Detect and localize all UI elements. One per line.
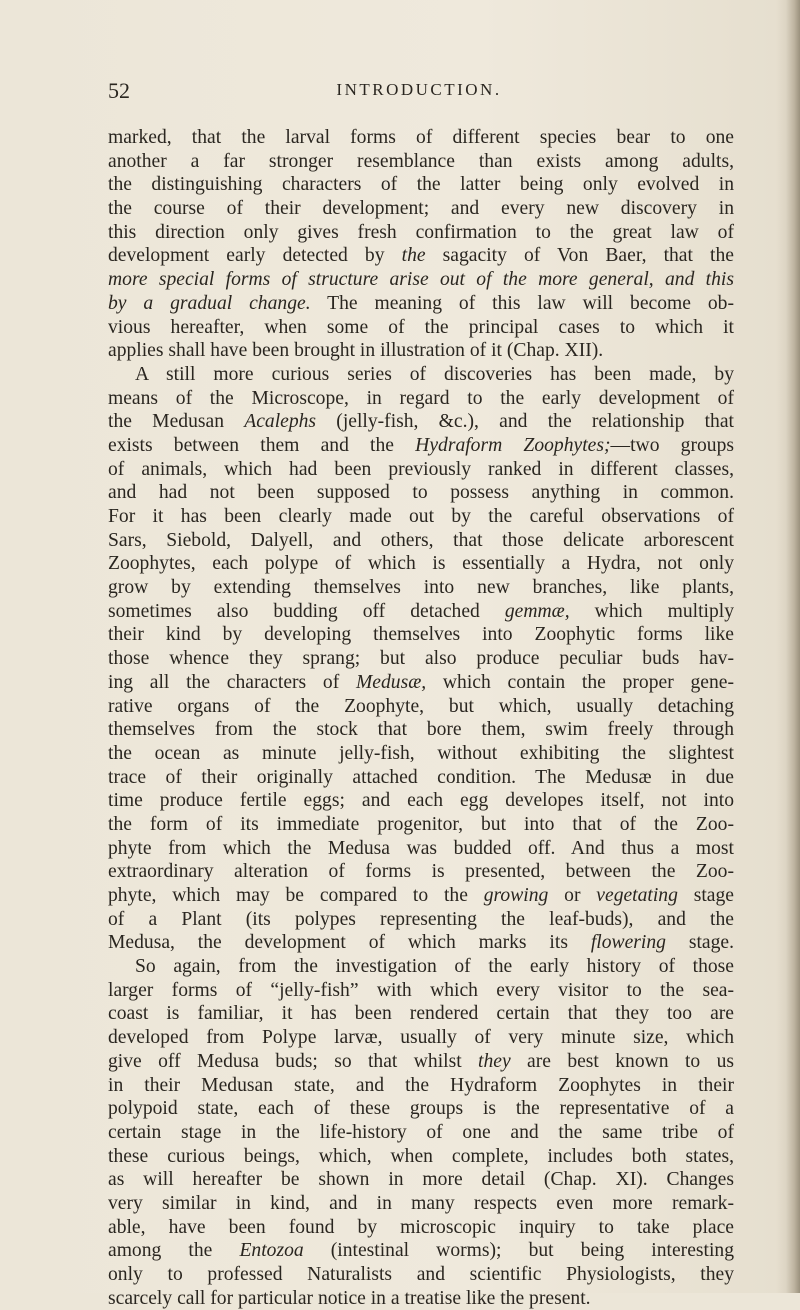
text-line: the course of their development; and every new discovery in xyxy=(108,198,734,220)
text-line: of a Plant (its polypes representing the leaf-buds), and the xyxy=(108,908,734,930)
text-line: as will hereafter be shown in more detail (Chap. XI). Changes xyxy=(108,1169,734,1191)
text-line: larger forms of “jelly-fish” with which every visitor to the sea- xyxy=(108,979,734,1001)
text-line: A still more curious series of discoveries has been made, by xyxy=(135,363,734,385)
text-line: of animals, which had been previously ranked in different classes, xyxy=(108,458,734,480)
text-line: the ocean as minute jelly-fish, without exhibiting the slightest xyxy=(108,742,734,764)
text-line: phyte, which may be compared to the growing or vegetating stage xyxy=(108,885,734,906)
text-line: Sars, Siebold, Dalyell, and others, that those delicate arborescent xyxy=(108,529,734,551)
text-line: themselves from the stock that bore them, swim freely through xyxy=(108,719,734,741)
italic-phrase: they xyxy=(478,1050,511,1072)
text-line: development early detected by the sagacity of Von Baer, that the xyxy=(108,245,734,267)
text-line: coast is familiar, it has been rendered certain that they too are xyxy=(108,1003,734,1025)
text-line: Medusa, the development of which marks its flowering stage. xyxy=(108,932,734,954)
text-line: give off Medusa buds; so that whilst they are best known to us xyxy=(108,1050,734,1072)
italic-phrase: Hydraform Zoophytes; xyxy=(415,434,611,456)
text-line: in their Medusan state, and the Hydraform Zoophytes in their xyxy=(108,1074,734,1096)
text-line: grow by extending themselves into new branches, like plants, xyxy=(108,577,734,599)
text-line: Zoophytes, each polype of which is essentially a Hydra, not only xyxy=(108,553,734,575)
text-line: developed from Polype larvæ, usually of very minute size, which xyxy=(108,1027,734,1049)
text-line: the distinguishing characters of the latter being only evolved in xyxy=(108,174,734,196)
text-line: For it has been clearly made out by the careful observations of xyxy=(108,506,734,527)
text-line: these curious beings, which, when complete, includes both states, xyxy=(108,1145,734,1167)
page-header xyxy=(108,78,730,108)
text-line: marked, that the larval forms of different species bear to one xyxy=(108,127,734,148)
text-line: only to professed Naturalists and scientific Physiologists, they xyxy=(108,1264,734,1285)
text-line: and had not been supposed to possess anything in common. xyxy=(108,482,734,504)
italic-phrase: Entozoa xyxy=(239,1240,304,1262)
text-line: extraordinary alteration of forms is presented, between the Zoo- xyxy=(108,861,734,883)
text-line: very similar in kind, and in many respects even more remark- xyxy=(108,1192,734,1214)
page-number: 52 xyxy=(108,78,130,103)
text-line: time produce fertile eggs; and each egg developes itself, not into xyxy=(108,790,734,812)
text-line: trace of their originally attached condition. The Medusæ in due xyxy=(108,766,734,788)
text-line: the Medusan Acalephs (jelly-fish, &c.), and the relationship that xyxy=(108,411,734,433)
italic-phrase: flowering xyxy=(590,932,666,954)
text-line: scarcely call for particular notice in a treatise like the present. xyxy=(108,1287,591,1309)
text-line: able, have been found by microscopic inquiry to take place xyxy=(108,1216,734,1238)
running-head: INTRODUCTION. xyxy=(336,80,502,99)
text-line: rative organs of the Zoophyte, but which, usually detaching xyxy=(108,695,734,717)
text-line: means of the Microscope, in regard to the early development of xyxy=(108,387,734,409)
italic-phrase: vegetating xyxy=(596,885,678,906)
text-line: this direction only gives fresh confirmation to the great law of xyxy=(108,221,734,243)
text-line: applies shall have been brought in illustration of it (Chap. XII). xyxy=(108,340,604,362)
text-line: phyte from which the Medusa was budded off. And thus a most xyxy=(108,837,734,859)
italic-phrase: the xyxy=(401,245,426,267)
text-line: vious hereafter, when some of the principal cases to which it xyxy=(108,316,734,338)
text-line: So again, from the investigation of the early history of those xyxy=(135,956,734,978)
italic-phrase: gemmæ, xyxy=(504,600,570,622)
italic-phrase: Acalephs xyxy=(244,411,317,433)
text-line: ing all the characters of Medusæ, which contain the proper gene- xyxy=(108,671,734,693)
text-line: among the Entozoa (intestinal worms); but being interesting xyxy=(108,1240,735,1262)
body-text xyxy=(108,126,734,1310)
text-line: certain stage in the life-history of one and the same tribe of xyxy=(108,1121,734,1143)
text-line xyxy=(108,268,734,292)
italic-phrase: Medusæ, xyxy=(355,671,427,693)
italic-phrase: growing xyxy=(483,885,549,906)
text-line: exists between them and the Hydraform Zoophytes;—two groups xyxy=(108,434,734,456)
text-line: polypoid state, each of these groups is the representative of a xyxy=(108,1098,734,1120)
italic-phrase: by a gradual change. xyxy=(108,292,311,314)
text-line: by a gradual change. The meaning of this law will become ob- xyxy=(108,292,734,314)
page-edge-shadow xyxy=(786,0,800,1293)
italic-phrase: more special forms of structure arise out of the more general, and this xyxy=(108,269,734,291)
text-line: sometimes also budding off detached gemmæ, which multiply xyxy=(108,600,734,622)
text-line: another a far stronger resemblance than exists among adults, xyxy=(108,150,734,172)
text-line: their kind by developing themselves into Zoophytic forms like xyxy=(108,624,734,646)
text-line: the form of its immediate progenitor, but into that of the Zoo- xyxy=(108,813,734,835)
text-line: those whence they sprang; but also produce peculiar buds hav- xyxy=(108,648,734,670)
